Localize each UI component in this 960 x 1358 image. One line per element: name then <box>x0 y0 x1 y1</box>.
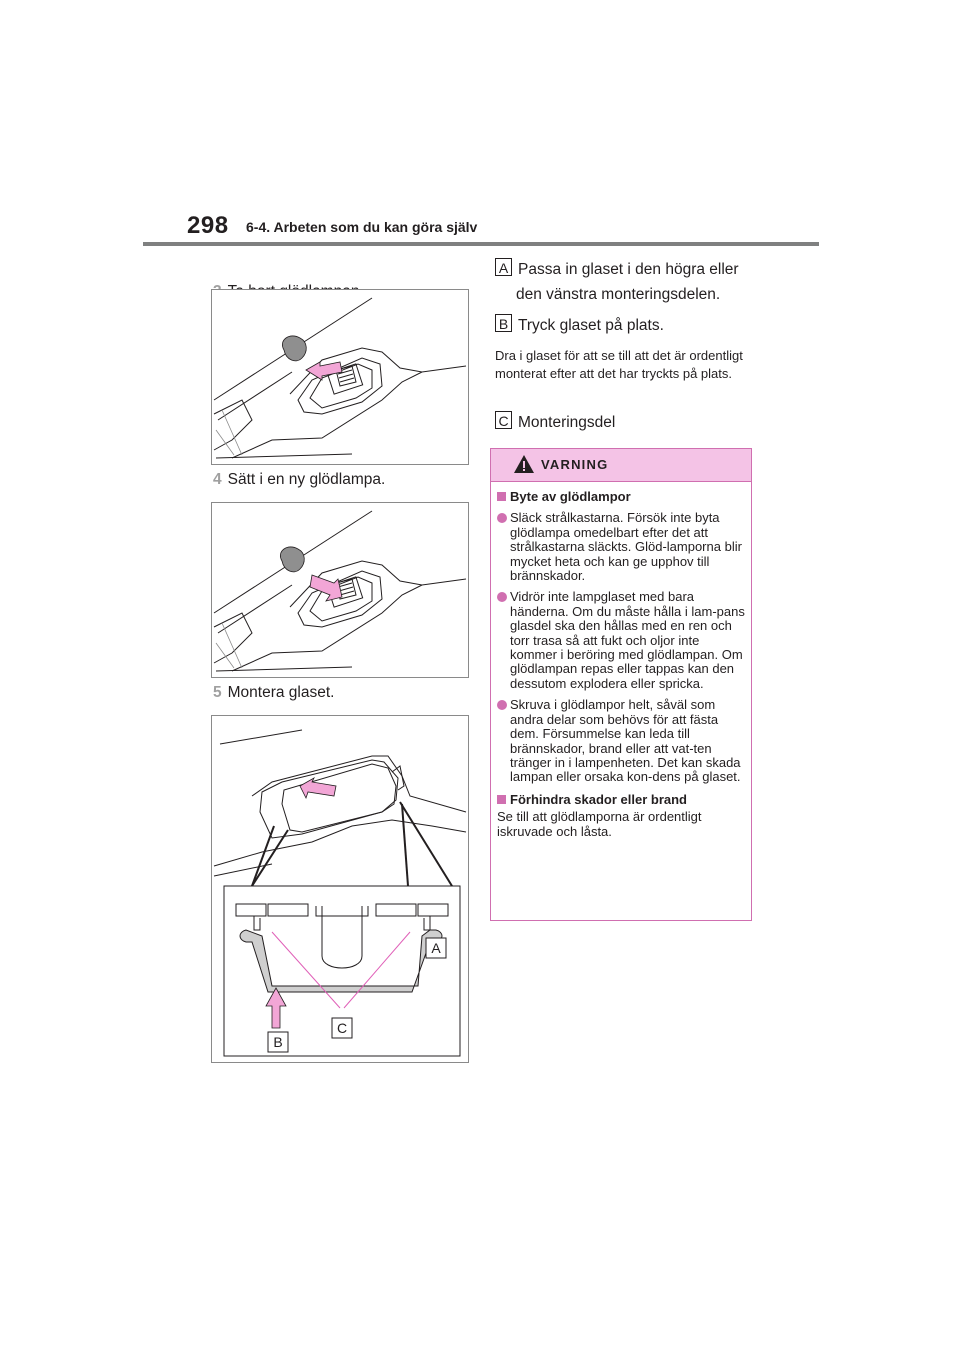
legend-text: Monteringsdel <box>518 414 616 431</box>
warning-item: Släck strålkastarna. Försök inte byta glödlampa omedelbart efter det att strålkastarna släckts. Glöd-lamporna blir mycket heta och kan ge upphov till brännskador. <box>497 511 745 583</box>
step-number: 5 <box>213 684 222 701</box>
remove-bulb-illustration <box>212 290 468 464</box>
warning-triangle-icon <box>513 454 535 474</box>
figure-label-a: A <box>431 940 441 956</box>
legend-b <box>495 314 664 338</box>
square-bullet-icon <box>497 492 506 501</box>
warning-title: VARNING <box>541 457 609 472</box>
insert-bulb-illustration <box>212 503 468 677</box>
page-number: 298 <box>187 212 229 239</box>
bullet-icon <box>497 513 507 523</box>
warning-subheading: Byte av glödlampor <box>497 490 745 504</box>
step-number: 4 <box>213 471 222 488</box>
legend-letter: B <box>495 314 512 332</box>
warning-header <box>491 449 751 482</box>
legend-text: Tryck glaset på plats. <box>518 317 664 334</box>
warning-box <box>490 448 752 921</box>
figure-remove-bulb <box>211 289 469 465</box>
square-bullet-icon <box>497 795 506 804</box>
warning-subheading: Förhindra skador eller brand <box>497 793 745 807</box>
warning-item: Skruva i glödlampor helt, såväl som andra delar som behövs för att fästa dem. Försummelse kan leda till brännskador, brand eller att vat-ten tränger in i lampenheten. Det kan skada lampan eller orsaka kon-dens på glaset. <box>497 698 745 784</box>
bullet-icon <box>497 700 507 710</box>
legend-a <box>495 258 739 282</box>
warning-text: Se till att glödlamporna är ordentligt iskruvade och låsta. <box>497 809 702 839</box>
legend-a-cont: den vänstra monteringsdelen. <box>516 286 721 303</box>
figure-label-c: C <box>336 1020 348 1036</box>
warning-item: Vidrör inte lampglaset med bara händerna. Om du måste hålla i lam-pans glasdel ska den hållas med en ren och torr trasa så att fukt och oljor inte kommer i beröring med glödlampan. Om glödlampan repas eller tappas kan den dessutom explodera eller spricka. <box>497 590 745 691</box>
step-text: Montera glaset. <box>227 684 335 701</box>
figure-insert-bulb <box>211 502 469 678</box>
step-4 <box>213 471 385 489</box>
step-5 <box>213 684 334 702</box>
legend-c <box>495 411 615 435</box>
note-text: Dra i glaset för att se till att det är ordentligt monterat efter att det har tryckts på plats. <box>495 348 743 381</box>
install-lens-illustration <box>212 716 468 1062</box>
legend-letter: C <box>495 411 512 429</box>
step-text: Sätt i en ny glödlampa. <box>227 471 386 488</box>
figure-label-b: B <box>273 1034 283 1050</box>
figure-install-lens <box>211 715 469 1063</box>
section-title: 6-4. Arbeten som du kan göra själv <box>246 219 478 235</box>
header-rule <box>143 242 819 246</box>
legend-letter: A <box>495 258 512 276</box>
legend-text: Passa in glaset i den högra eller <box>518 261 739 278</box>
bullet-icon <box>497 592 507 602</box>
